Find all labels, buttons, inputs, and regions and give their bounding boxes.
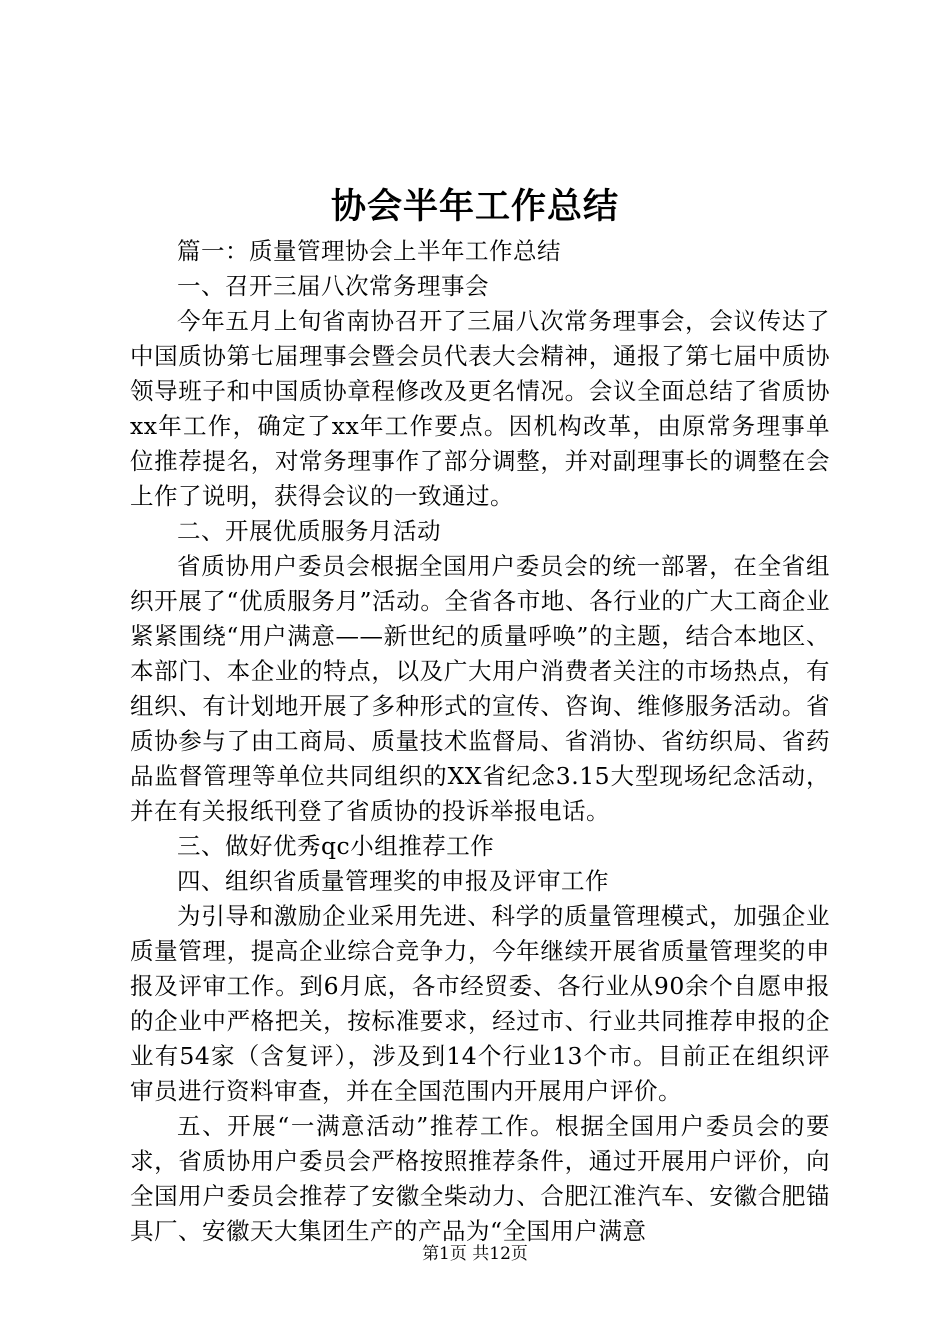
- subsection-heading: 二、开展优质服务月活动: [177, 517, 441, 545]
- document-title: 协会半年工作总结: [330, 186, 619, 227]
- subsection-heading: 四、组织省质量管理奖的申报及评审工作: [177, 867, 609, 895]
- subsection-heading: 一、召开三届八次常务理事会: [177, 272, 489, 300]
- body-paragraph: 为引导和激励企业采用先进、科学的质量管理模式，加强企业质量管理，提高企业综合竞争力，今年继续开展省质量管理奖的申报及评审工作。到6月底，各市经贸委、各行业从90余个自愿申报的企业中严格把关，按标准要求，经过市、行业共同推荐申报的企业有54家（含复评），涉及到14个行业13个市。目前正在组织评审员进行资料审查，并在全国范围内开展用户评价。: [130, 902, 830, 1105]
- body-paragraph: 省质协用户委员会根据全国用户委员会的统一部署，在全省组织开展了“优质服务月”活动。全省各市地、各行业的广大工商企业紧紧围绕“用户满意——新世纪的质量呼唤”的主题，结合本地区、本部门、本企业的特点，以及广大用户消费者关注的市场热点，有组织、有计划地开展了多种形式的宣传、咨询、维修服务活动。省质协参与了由工商局、质量技术监督局、省消协、省纺织局、省药品监督管理等单位共同组织的XX省纪念3.15大型现场纪念活动，并在有关报纸刊登了省质协的投诉举报电话。: [130, 552, 830, 825]
- document-body: [130, 234, 830, 1249]
- page-number-footer: 第1页 共12页: [422, 1244, 528, 1264]
- body-paragraph: 今年五月上旬省南协召开了三届八次常务理事会，会议传达了中国质协第七届理事会暨会员代表大会精神，通报了第七届中质协领导班子和中国质协章程修改及更名情况。会议全面总结了省质协xx年工作，确定了xx年工作要点。因机构改革，由原常务理事单位推荐提名，对常务理事作了部分调整，并对副理事长的调整在会上作了说明，获得会议的一致通过。: [130, 307, 830, 510]
- section-heading: 篇一：质量管理协会上半年工作总结: [177, 237, 561, 265]
- subsection-heading: 三、做好优秀qc小组推荐工作: [177, 832, 495, 860]
- body-paragraph: 五、开展“一满意活动”推荐工作。根据全国用户委员会的要求，省质协用户委员会严格按照推荐条件，通过开展用户评价，向全国用户委员会推荐了安徽全柴动力、合肥江淮汽车、安徽合肥锚具厂、安徽天大集团生产的产品为“全国用户满意: [130, 1112, 830, 1245]
